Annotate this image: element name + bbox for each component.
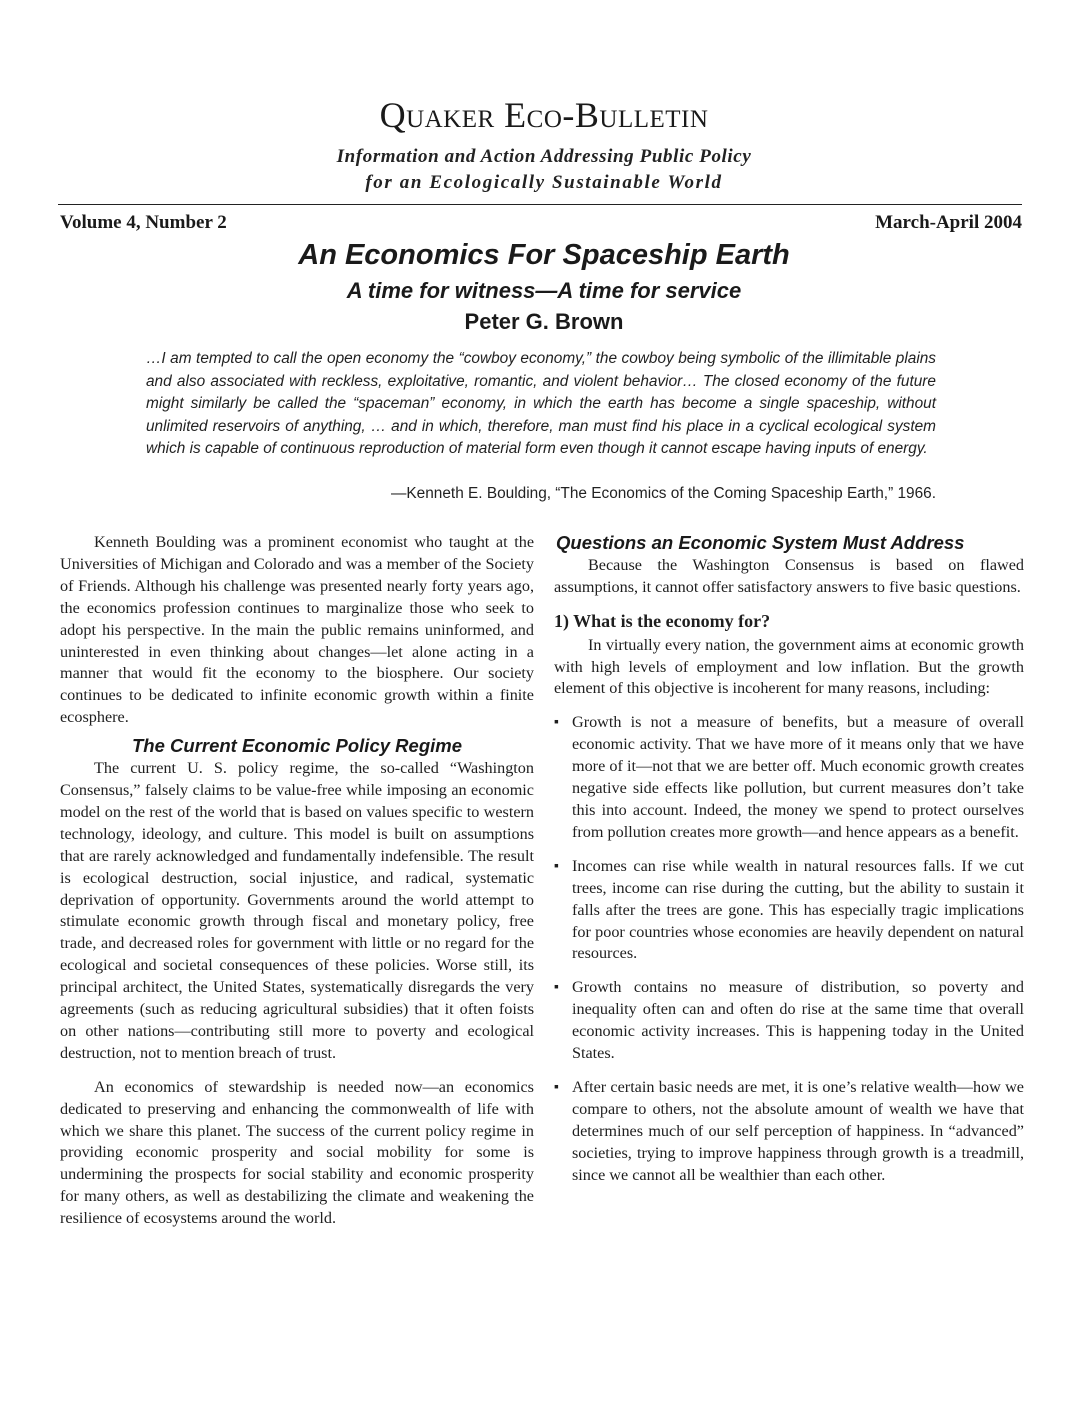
- section-heading: The Current Economic Policy Regime: [132, 735, 462, 757]
- left-column: [60, 532, 534, 1230]
- bullet-icon: ▪: [554, 1079, 559, 1095]
- article-title: An Economics For Spaceship Earth: [298, 239, 790, 271]
- masthead-tagline-line2: for an Ecologically Sustainable World: [365, 172, 723, 193]
- article-author: Peter G. Brown: [464, 309, 624, 334]
- list-item-text: Growth is not a measure of benefits, but a measure of overall economic activity. That we have more of it means only that we have more of it—not that we are better off. Much economic growth creates negative side effects like pollution, but current measures don’t take this into account. Indeed, the money we spend to protect ourselves from pollution creates more growth—and hence appears as a benefit.: [572, 713, 1024, 841]
- masthead-title: Quaker Eco-Bulletin: [379, 95, 709, 135]
- list-item-text: After certain basic needs are met, it is one’s relative wealth—how we compare to others, not the absolute amount of wealth we have that determines much of our self perception of happiness. In “advanced” societies, trying to improve happiness through growth is a treadmill, since we cannot all be wealthier than each other.: [572, 1077, 1024, 1184]
- list-item: [554, 1077, 1024, 1187]
- body-paragraph: The current U. S. policy regime, the so-called “Washington Consensus,” falsely claims to be value-free while imposing an economic model on the rest of the world that is based on values specific to western technology, ideology, and culture. This model is built on assumptions that are rarely acknowledged and fundamentally indefensible. The result is ecological destruction, social injustice, and radical, systematic deprivation of opportunity. Governments around the world attempt to stimulate economic growth through fiscal and monetary policy, free trade, and decreased roles for government with little or no regard for the ecological and societal consequences of these policies. Worse still, its principal architect, the United States, systematically disregards the very agreements (such as reducing agricultural subsidies) that it often foists on other nations—contributing still more to poverty and ecological destruction, not to mention breach of trust.: [60, 759, 534, 1062]
- issue-date: March-April 2004: [875, 212, 1022, 233]
- section-heading: Questions an Economic System Must Address: [556, 532, 965, 553]
- list-item-text: Incomes can rise while wealth in natural resources falls. If we cut trees, income can rise during the cutting, but the ability to sustain it falls after the trees are gone. This has especially tragic implications for poor countries whose economies are heavily dependent on natural resources.: [572, 856, 1024, 963]
- epigraph-quote: …I am tempted to call the open economy the “cowboy economy,” the cowboy being symbolic of the illimitable plains and also associated with reckless, exploitative, romantic, and violent behavior… The closed economy of the future might similarly be called the “spaceman” economy, in which the earth has become a single spaceship, without unlimited reservoirs of anything, … and in which, therefore, man must find his place in a cyclical ecological system which is capable of continuous reproduction of material form even though it cannot escape having inputs of energy.: [146, 350, 936, 458]
- body-paragraph: In virtually every nation, the government aims at economic growth with high levels of employment and low inflation. But the growth element of this objective is incoherent for many reasons, including:: [554, 635, 1024, 698]
- bullet-icon: ▪: [554, 980, 559, 996]
- question-subheading: 1) What is the economy for?: [554, 610, 771, 631]
- body-paragraph: Kenneth Boulding was a prominent economist who taught at the Universities of Michigan and Colorado and was a member of the Society of Friends. Although his challenge was presented nearly forty years ago, the economics profession continues to marginalize those who seek to adopt his perspective. In the main the public remains uninformed, and uninterested in even thinking about changes—let alone acting in a manner that would fit the economy to the biosphere. Our society continues to be dedicated to infinite economic growth within a finite ecosphere.: [60, 533, 534, 727]
- body-paragraph: Because the Washington Consensus is based on flawed assumptions, it cannot offer satisfactory answers to five basic questions.: [554, 555, 1024, 596]
- issue-volume: Volume 4, Number 2: [60, 212, 227, 233]
- body-paragraph: An economics of stewardship is needed now—an economics dedicated to preserving and enhancing the commonwealth of life with which we share this planet. The success of the current policy regime in providing economic prosperity and social mobility for some is undermining the prospects for social stability and economic prosperity for many others, as well as destabilizing the climate and weakening the resilience of ecosystems around the world.: [60, 1077, 534, 1228]
- list-item-text: Growth contains no measure of distribution, so poverty and inequality often can and often do rise at the same time that overall economic activity increases. This is happening today in the United States.: [572, 978, 1024, 1063]
- list-item: [554, 712, 1024, 843]
- bullet-icon: ▪: [554, 715, 559, 731]
- article-subtitle: A time for witness—A time for service: [346, 278, 742, 303]
- list-item: [554, 856, 1024, 966]
- epigraph-attribution: —Kenneth E. Boulding, “The Economics of the Coming Spaceship Earth,” 1966.: [391, 485, 936, 502]
- bullet-list: [554, 712, 1024, 1186]
- masthead-tagline-line1: Information and Action Addressing Public Policy: [336, 146, 752, 167]
- bullet-icon: ▪: [554, 858, 559, 874]
- list-item: [554, 977, 1024, 1065]
- masthead-rule: [58, 204, 1022, 205]
- right-column: [554, 532, 1024, 1198]
